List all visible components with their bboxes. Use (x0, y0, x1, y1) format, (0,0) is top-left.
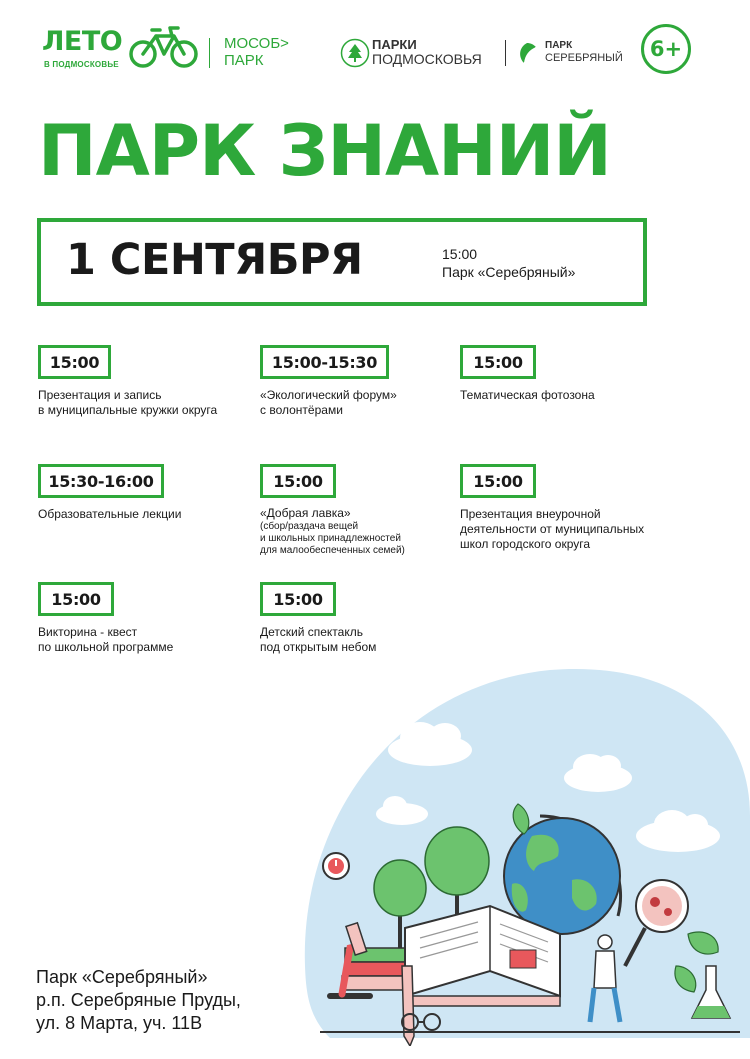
schedule-item (38, 582, 114, 616)
leto-logo-subtitle: В ПОДМОСКОВЬЕ (44, 60, 119, 69)
description-line: «Добрая лавка» (260, 506, 351, 520)
time-badge: 15:00 (38, 345, 111, 379)
description-note: для малообеспеченных семей) (260, 545, 405, 556)
schedule-item (260, 464, 336, 498)
address-line: ул. 8 Марта, уч. 11В (36, 1013, 203, 1033)
silver-park-logo-line1: ПАРК (545, 40, 573, 51)
schedule-item (38, 464, 164, 498)
description-line: школ городского округа (460, 537, 591, 551)
schedule-description (460, 388, 595, 403)
parks-logo-line1: ПАРКИ (372, 37, 417, 52)
bicycle-icon (128, 24, 200, 70)
schedule-description (38, 507, 181, 522)
schedule-description (260, 506, 405, 557)
description-line: в муниципальные кружки округа (38, 403, 218, 417)
description-line: «Экологический форум» (260, 388, 397, 402)
description-line: с волонтёрами (260, 403, 343, 417)
time-badge: 15:00 (38, 582, 114, 616)
address-line: р.п. Серебряные Пруды, (36, 990, 241, 1010)
silver-park-logo-line2: СЕРЕБРЯНЫЙ (545, 52, 623, 64)
description-line: под открытым небом (260, 640, 377, 654)
age-rating-badge: 6+ (641, 24, 691, 74)
schedule-description (460, 507, 644, 552)
time-badge: 15:00-15:30 (260, 345, 389, 379)
description-line: деятельности от муниципальных (460, 522, 645, 536)
schedule-description (38, 388, 217, 418)
school-illustration (300, 666, 750, 1046)
description-line: Тематическая фотозона (460, 388, 595, 402)
mosobpark-logo-line1: МОСОБ> (224, 35, 289, 52)
event-place: Парк «Серебряный» (442, 264, 576, 280)
time-badge: 15:30-16:00 (38, 464, 164, 498)
description-note: и школьных принадлежностей (260, 533, 401, 544)
schedule-item (260, 345, 389, 379)
description-line: Презентация внеурочной (460, 507, 601, 521)
time-badge: 15:00 (460, 345, 536, 379)
time-badge: 15:00 (260, 582, 336, 616)
time-badge: 15:00 (260, 464, 336, 498)
time-badge: 15:00 (460, 464, 536, 498)
description-line: по школьной программе (38, 640, 174, 654)
schedule-item (260, 582, 336, 616)
schedule-item (460, 464, 536, 498)
description-line: Презентация и запись (38, 388, 162, 402)
event-time: 15:00 (442, 246, 478, 262)
silver-park-emblem-icon (515, 41, 539, 65)
schedule-item (38, 345, 111, 379)
page-title: ПАРК ЗНАНИЙ (38, 110, 611, 192)
header-divider (209, 38, 210, 68)
mosobpark-logo-line2: ПАРК (224, 52, 264, 69)
schedule-description (260, 388, 397, 418)
address-line: Парк «Серебряный» (36, 967, 208, 987)
parks-emblem-icon (340, 38, 370, 68)
description-note: (сбор/раздача вещей (260, 521, 359, 532)
schedule-description (38, 625, 173, 655)
header-divider-2 (505, 40, 506, 66)
description-line: Детский спектакль (260, 625, 363, 639)
parks-logo-line2: ПОДМОСКОВЬЯ (372, 51, 482, 67)
schedule-item (460, 345, 536, 379)
description-line: Викторина - квест (38, 625, 138, 639)
schedule-description (260, 625, 376, 655)
description-line: Образовательные лекции (38, 507, 182, 521)
event-date: 1 СЕНТЯБРЯ (66, 235, 363, 285)
leto-logo-title: ЛЕТО (42, 26, 123, 57)
